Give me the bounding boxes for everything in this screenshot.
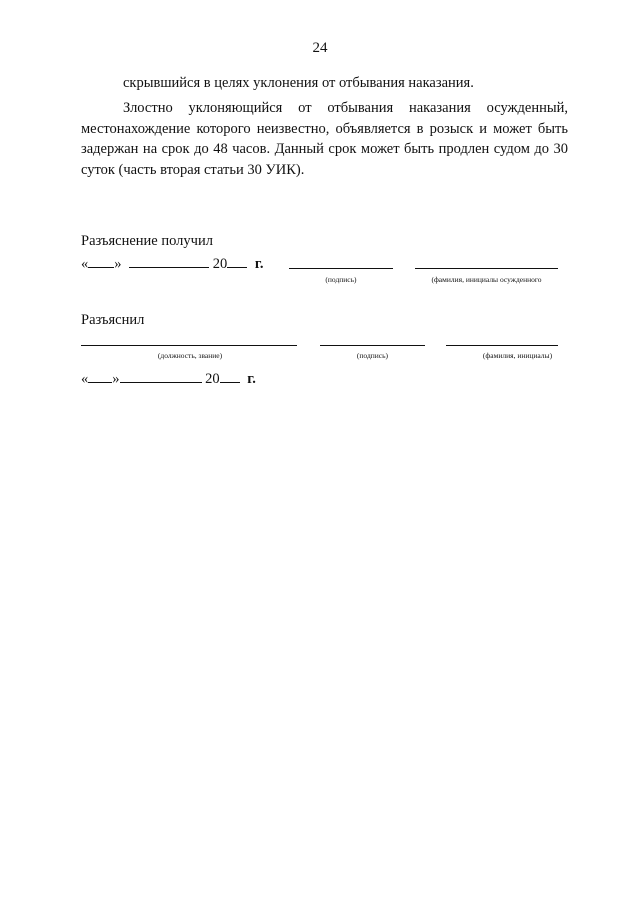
open-quote: « [81,256,89,272]
received-name-line [415,268,558,269]
month-blank [120,370,202,383]
received-signature-line [289,268,393,269]
explained-title: Разъяснил [81,312,145,328]
received-signature-caption: (подпись) [325,275,357,284]
received-date-row [81,255,263,273]
month-blank [129,255,209,268]
year-prefix: 20 [205,371,220,387]
explained-position-line [81,345,297,346]
paragraph-1: скрывшийся в целях уклонения от отбывания наказания. [123,75,474,91]
open-quote: « [81,371,89,387]
explained-name-caption: (фамилия, инициалы) [482,351,553,360]
explained-signature-line [320,345,425,346]
explained-position-caption: (должность, звание) [157,351,223,360]
year-blank [227,255,247,268]
close-quote: » [114,256,122,272]
day-blank [88,370,112,383]
received-name-caption: (фамилия, инициалы осужденного [431,275,542,284]
year-prefix: 20 [212,256,228,272]
explained-name-line [446,345,558,346]
explained-date-row [81,370,256,388]
paragraph-2: Злостно уклоняющийся от отбывания наказания осужденный, местонахождение которого неизвестно, объявляется в розыск и может быть задержан на срок до 48 часов. Данный срок может быть продлен судом до 30 суток (часть вторая статьи 30 УИК). [81,100,568,178]
year-blank [220,370,240,383]
explained-signature-caption: (подпись) [356,351,389,360]
year-suffix: г. [254,256,264,272]
page-number: 24 [312,40,328,56]
close-quote: » [112,371,120,387]
day-blank [88,255,114,268]
received-title: Разъяснение получил [81,233,213,249]
year-suffix: г. [247,371,256,387]
